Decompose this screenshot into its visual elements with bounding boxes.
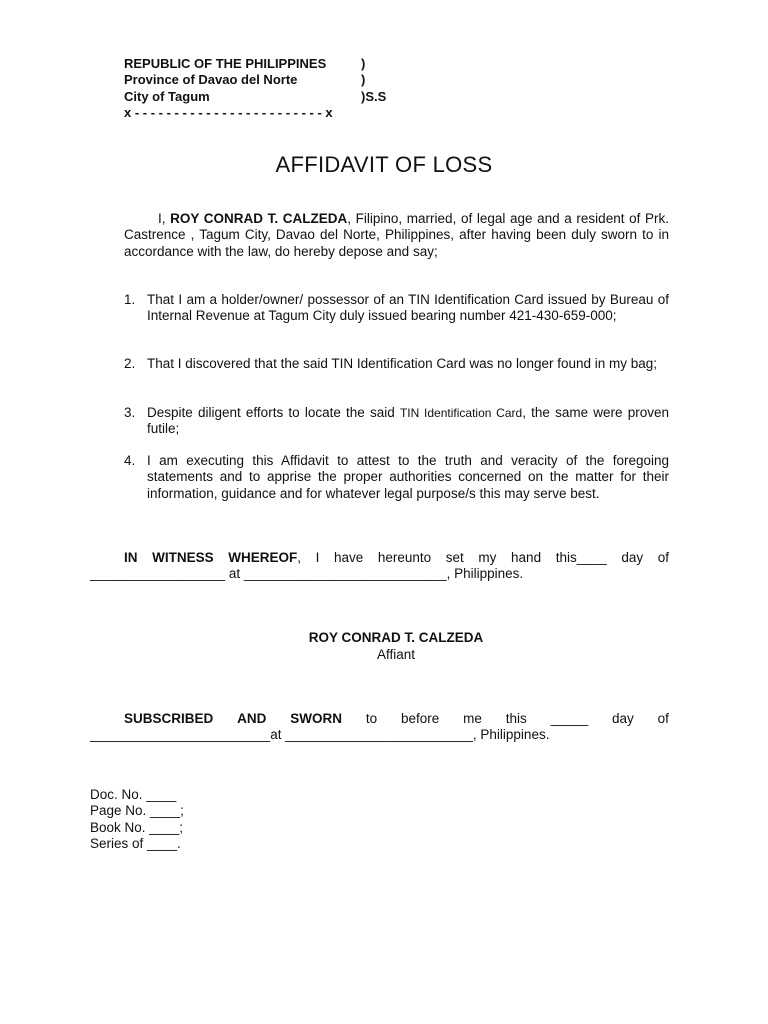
witness-clause <box>124 549 669 566</box>
affiant-name: ROY CONRAD T. CALZEDA <box>170 211 348 226</box>
jurat-word: me <box>463 711 482 726</box>
venue-separator: x - - - - - - - - - - - - - - - - - - - - - - - - x <box>124 104 333 120</box>
jurat-word: SWORN <box>290 711 342 726</box>
statement-text-part: Despite diligent efforts to locate the said <box>147 405 400 420</box>
series-of: Series of ____. <box>90 835 181 851</box>
doc-no: Doc. No. ____ <box>90 787 177 802</box>
venue-left: Province of Davao del Norte <box>124 72 298 88</box>
page-no: Page No. ____; <box>90 803 184 819</box>
statement-text-part: , the same were proven futile; <box>147 405 670 437</box>
jurat-word: of <box>657 711 669 726</box>
witness-text: , I have hereunto set my hand this____ day of <box>297 550 670 565</box>
statement-number: 2. <box>124 356 136 371</box>
venue-paren: ) <box>361 56 366 71</box>
jurat-line-2: ________________________at _________________________, Philippines. <box>90 727 550 742</box>
jurat-word: SUBSCRIBED <box>124 711 214 726</box>
statement-text: That I am a holder/owner/ possessor of an TIN Identification Card issued by Bureau of Internal Revenue at Tagum City duly issued bearing number 421-430-659-000; <box>147 292 669 324</box>
jurat-word: this <box>505 711 527 726</box>
statement-item <box>124 292 669 325</box>
statement-number: 1. <box>124 292 136 307</box>
signature-block <box>0 629 768 663</box>
signatory-role: Affiant <box>376 647 416 662</box>
venue-paren: ) <box>361 72 366 88</box>
jurat-word: before <box>400 711 440 726</box>
statement-item <box>124 453 669 502</box>
venue-block <box>124 56 387 121</box>
statement-text: That I discovered that the said TIN Identification Card was no longer found in my bag; <box>147 356 658 371</box>
venue-line <box>124 56 366 72</box>
intro-prefix: I, <box>158 211 171 226</box>
statement-text-small: TIN Identification Card <box>399 406 523 420</box>
jurat-word: day <box>612 711 634 726</box>
jurat-word: AND <box>237 711 267 726</box>
jurat-blank: _____ <box>550 711 589 726</box>
witness-bold: IN WITNESS WHEREOF <box>124 550 298 565</box>
venue-left: REPUBLIC OF THE PHILIPPINES <box>124 56 327 71</box>
statement-number: 4. <box>124 453 136 468</box>
witness-line-2: __________________ at ___________________________, Philippines. <box>90 566 524 581</box>
intro-paragraph <box>124 211 669 260</box>
statement-item <box>124 356 669 372</box>
jurat-word: to <box>365 711 378 726</box>
signatory-name: ROY CONRAD T. CALZEDA <box>308 630 484 645</box>
intro-text: , Filipino, married, of legal age and a resident of Prk. Castrence , Tagum City, Davao del Norte, Philippines, after having been duly sworn to in accordance with the law, do hereby depose and say; <box>124 211 669 259</box>
statement-text: I am executing this Affidavit to attest to the truth and veracity of the foregoing statements and to apprise the proper authorities concerned on the matter for their information, guidance and for whatever legal purpose/s this may serve best. <box>147 453 669 501</box>
statement-text <box>147 405 669 438</box>
notarial-register <box>90 787 184 852</box>
witness-line-1 <box>124 549 669 566</box>
venue-line <box>124 88 387 105</box>
venue-line <box>124 72 366 88</box>
statement-item <box>124 405 669 438</box>
venue-paren: )S.S <box>361 88 387 104</box>
book-no: Book No. ____; <box>90 819 184 835</box>
document-title: AFFIDAVIT OF LOSS <box>275 152 493 177</box>
venue-left: City of Tagum <box>124 88 210 104</box>
jurat-line-1 <box>124 710 669 727</box>
statement-number: 3. <box>124 405 136 420</box>
